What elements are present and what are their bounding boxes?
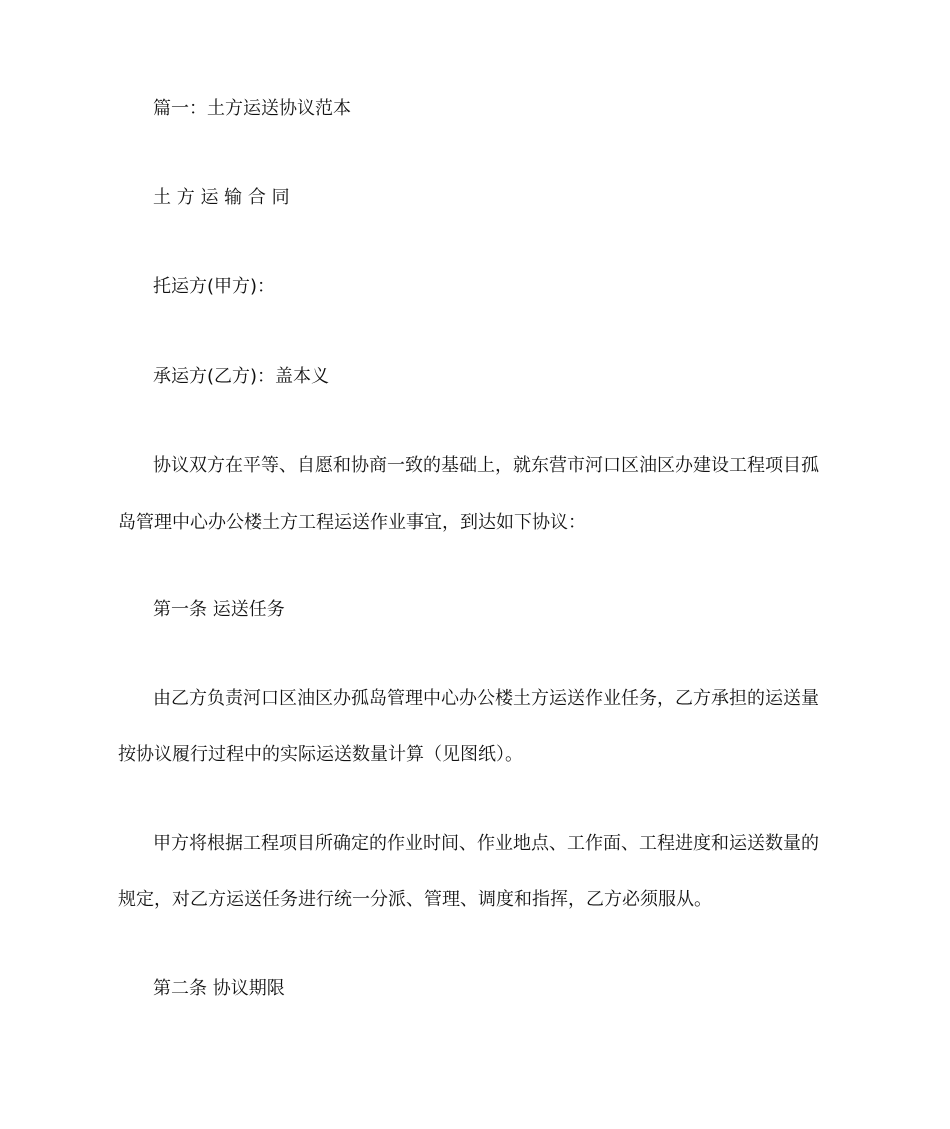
intro-paragraph-line-1: 协议双方在平等、自愿和协商一致的基础上，就东营市河口区油区办建设工程项目孤 <box>153 455 819 476</box>
article-1-paragraph-2-line-2: 规定，对乙方运送任务进行统一分派、管理、调度和指挥，乙方必须服从。 <box>118 889 712 910</box>
article-2-title: 第二条 协议期限 <box>153 978 285 999</box>
party-b-line: 承运方(乙方)：盖本义 <box>153 366 330 387</box>
article-1-title: 第一条 运送任务 <box>153 599 285 620</box>
party-a-line: 托运方(甲方)： <box>153 276 276 297</box>
contract-title: 土 方 运 输 合 同 <box>153 187 290 208</box>
article-1-paragraph-2-line-1: 甲方将根据工程项目所确定的作业时间、作业地点、工作面、工程进度和运送数量的 <box>153 833 819 854</box>
article-1-paragraph-1-line-1: 由乙方负责河口区油区办孤岛管理中心办公楼土方运送作业任务，乙方承担的运送量 <box>153 688 819 709</box>
document-heading: 篇一：土方运送协议范本 <box>153 98 351 119</box>
intro-paragraph-line-2: 岛管理中心办公楼土方工程运送作业事宜，到达如下协议： <box>118 512 586 533</box>
article-1-paragraph-1-line-2: 按协议履行过程中的实际运送数量计算（见图纸）。 <box>118 744 523 765</box>
